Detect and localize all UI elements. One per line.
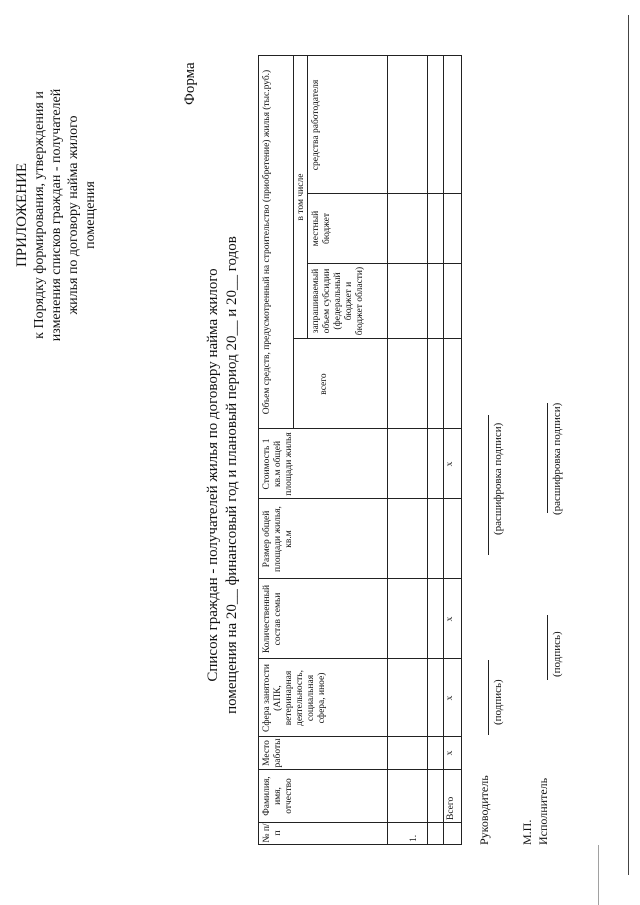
appendix-line: жилья по договору найма жилого bbox=[66, 115, 81, 315]
col-header-employer: средства работодателя bbox=[311, 79, 321, 171]
table-rule bbox=[259, 428, 461, 429]
row-number: 1. bbox=[409, 834, 419, 842]
col-header-workplace: Место работы bbox=[262, 738, 283, 768]
table-rule bbox=[259, 736, 461, 737]
col-header-including: в том числе bbox=[296, 173, 306, 221]
cross-mark: х bbox=[445, 461, 455, 467]
appendix-block bbox=[14, 45, 99, 385]
table-rule bbox=[387, 56, 388, 844]
col-header-cost: Стоимость 1 кв.м общей площади жилья bbox=[262, 432, 294, 496]
table-rule bbox=[293, 338, 461, 339]
col-header-employment: Сфера занятости (АПК, ветеринарная деятельность, социальная сфера, иное) bbox=[262, 664, 327, 732]
document-title bbox=[204, 195, 242, 755]
appendix-title: ПРИЛОЖЕНИЕ bbox=[14, 162, 30, 268]
table-rule bbox=[307, 56, 308, 339]
table-rule bbox=[293, 56, 294, 429]
table-rule bbox=[259, 658, 461, 659]
cross-mark: х bbox=[445, 616, 455, 622]
document-title-line: помещения на 20__ финансовый год и плановый период 20__ и 20__ годов bbox=[224, 236, 240, 714]
appendix-line: к Порядку формирования, утверждения и bbox=[32, 91, 47, 339]
appendix-line: изменения списков граждан - получателей bbox=[49, 88, 64, 342]
col-header-local: местный бюджет bbox=[311, 210, 332, 247]
recipients-table bbox=[258, 55, 462, 845]
cross-mark: х bbox=[445, 695, 455, 701]
table-rule bbox=[259, 769, 461, 770]
table-rule bbox=[259, 578, 461, 579]
head-label: Руководитель bbox=[477, 775, 491, 845]
col-header-subsidy: запрашиваемый объем субсидии (федеральный бюджет и бюджет области) bbox=[311, 266, 365, 336]
col-header-total: всего bbox=[319, 373, 329, 395]
scan-edge-line bbox=[598, 845, 599, 905]
table-rule bbox=[259, 822, 461, 823]
col-header-name: Фамилия, имя, отчество bbox=[262, 776, 294, 816]
executor-decode-line bbox=[547, 403, 548, 513]
seal-label: М.П. bbox=[520, 819, 534, 845]
total-label: Всего bbox=[446, 796, 456, 820]
head-sign-caption: (подпись) bbox=[492, 679, 504, 725]
col-header-num: № п/п bbox=[262, 823, 283, 843]
col-header-funds: Объем средств, предусмотренный на строительство (приобретение) жилья (тыс.руб.) bbox=[262, 69, 272, 415]
head-decode-line bbox=[488, 415, 489, 555]
document-title-line: Список граждан - получателей жилья по договору найма жилого bbox=[205, 268, 221, 682]
table-rule bbox=[307, 263, 461, 264]
table-rule bbox=[427, 56, 428, 844]
table-rule bbox=[443, 56, 444, 844]
executor-decode-caption: (расшифровка подписи) bbox=[551, 402, 563, 515]
appendix-line: помещения bbox=[83, 181, 98, 249]
executor-label: Исполнитель bbox=[536, 777, 550, 845]
head-decode-caption: (расшифровка подписи) bbox=[492, 422, 504, 535]
executor-sign-caption: (подпись) bbox=[551, 631, 563, 677]
head-sign-line bbox=[488, 660, 489, 735]
col-header-area: Размер общей площади жилья, кв.м bbox=[262, 506, 294, 572]
cross-mark: х bbox=[445, 750, 455, 756]
scan-edge-line bbox=[628, 15, 629, 875]
executor-sign-line bbox=[547, 615, 548, 680]
form-label: Форма bbox=[182, 62, 198, 105]
table-rule bbox=[307, 193, 461, 194]
col-header-family: Количественный состав семьи bbox=[262, 584, 283, 654]
table-rule bbox=[259, 498, 461, 499]
